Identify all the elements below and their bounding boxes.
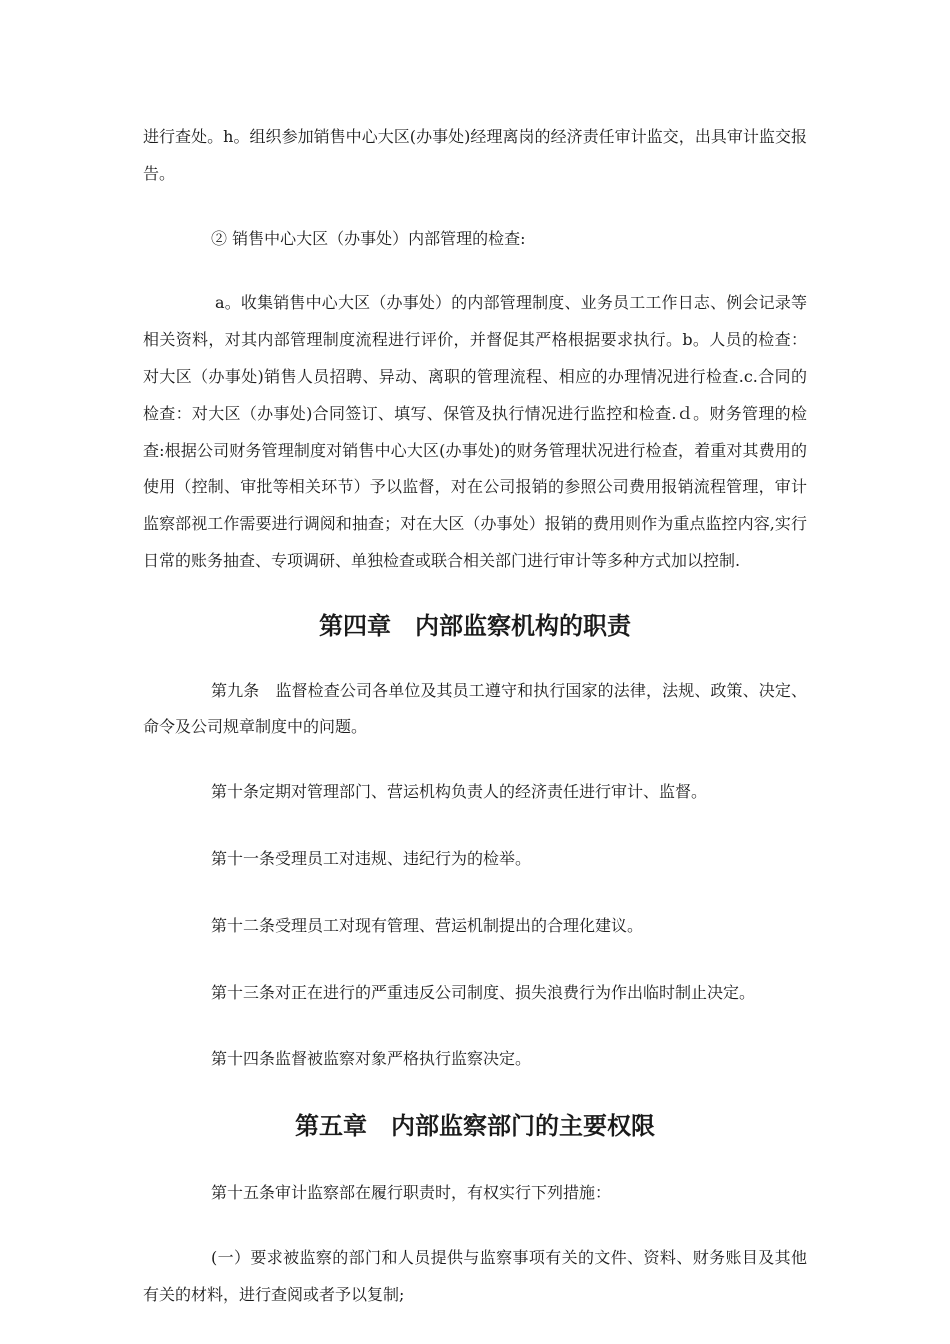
article-10: 第十条定期对管理部门、营运机构负责人的经济责任进行审计、监督。 (211, 782, 708, 802)
document-body (143, 119, 807, 1313)
paragraph-internal-management-heading: ② 销售中心大区（办事处）内部管理的检查: (211, 228, 526, 248)
chapter-5-title: 第五章 内部监察部门的主要权限 (295, 1111, 655, 1141)
article-15-item-1: (一）要求被监察的部门和人员提供与监察事项有关的文件、资料、财务账目及其他有关的材料，进行查阅或者予以复制; (143, 1247, 807, 1304)
paragraph-continuation: 进行查处。h。组织参加销售中心大区(办事处)经理离岗的经济责任审计监交，出具审计监交报告。 (143, 127, 807, 183)
article-14: 第十四条监督被监察对象严格执行监察决定。 (211, 1049, 532, 1069)
paragraph-internal-management-details: a。收集销售中心大区（办事处）的内部管理制度、业务员工工作日志、例会记录等相关资料，对其内部管理制度流程进行评价，并督促其严格根据要求执行。b。人员的检查：对大区（办事处)销售人员招聘、异动、离职的管理流程、相应的办理情况进行检查.c.合同的检查：对大区（办事处)合同签订、填写、保管及执行情况进行监控和检查.ｄ。财务管理的检查:根据公司财务管理制度对销售中心大区(办事处)的财务管理状况进行检查，着重对其费用的使用（控制、审批等相关环节）予以监督，对在公司报销的参照公司费用报销流程管理，审计监察部视工作需要进行调阅和抽查；对在大区（办事处）报销的费用则作为重点监控内容,实行日常的账务抽查、专项调研、单独检查或联合相关部门进行审计等多种方式加以控制. (143, 293, 807, 570)
article-15: 第十五条审计监察部在履行职责时，有权实行下列措施： (211, 1182, 612, 1202)
article-11: 第十一条受理员工对违规、违纪行为的检举。 (211, 848, 532, 868)
article-9: 第九条 监督检查公司各单位及其员工遵守和执行国家的法律，法规、政策、决定、命令及公司规章制度中的问题。 (143, 680, 807, 737)
article-13: 第十三条对正在进行的严重违反公司制度、损失浪费行为作出临时制止决定。 (211, 982, 756, 1002)
article-12: 第十二条受理员工对现有管理、营运机制提出的合理化建议。 (211, 915, 644, 935)
chapter-4-title: 第四章 内部监察机构的职责 (319, 610, 631, 640)
